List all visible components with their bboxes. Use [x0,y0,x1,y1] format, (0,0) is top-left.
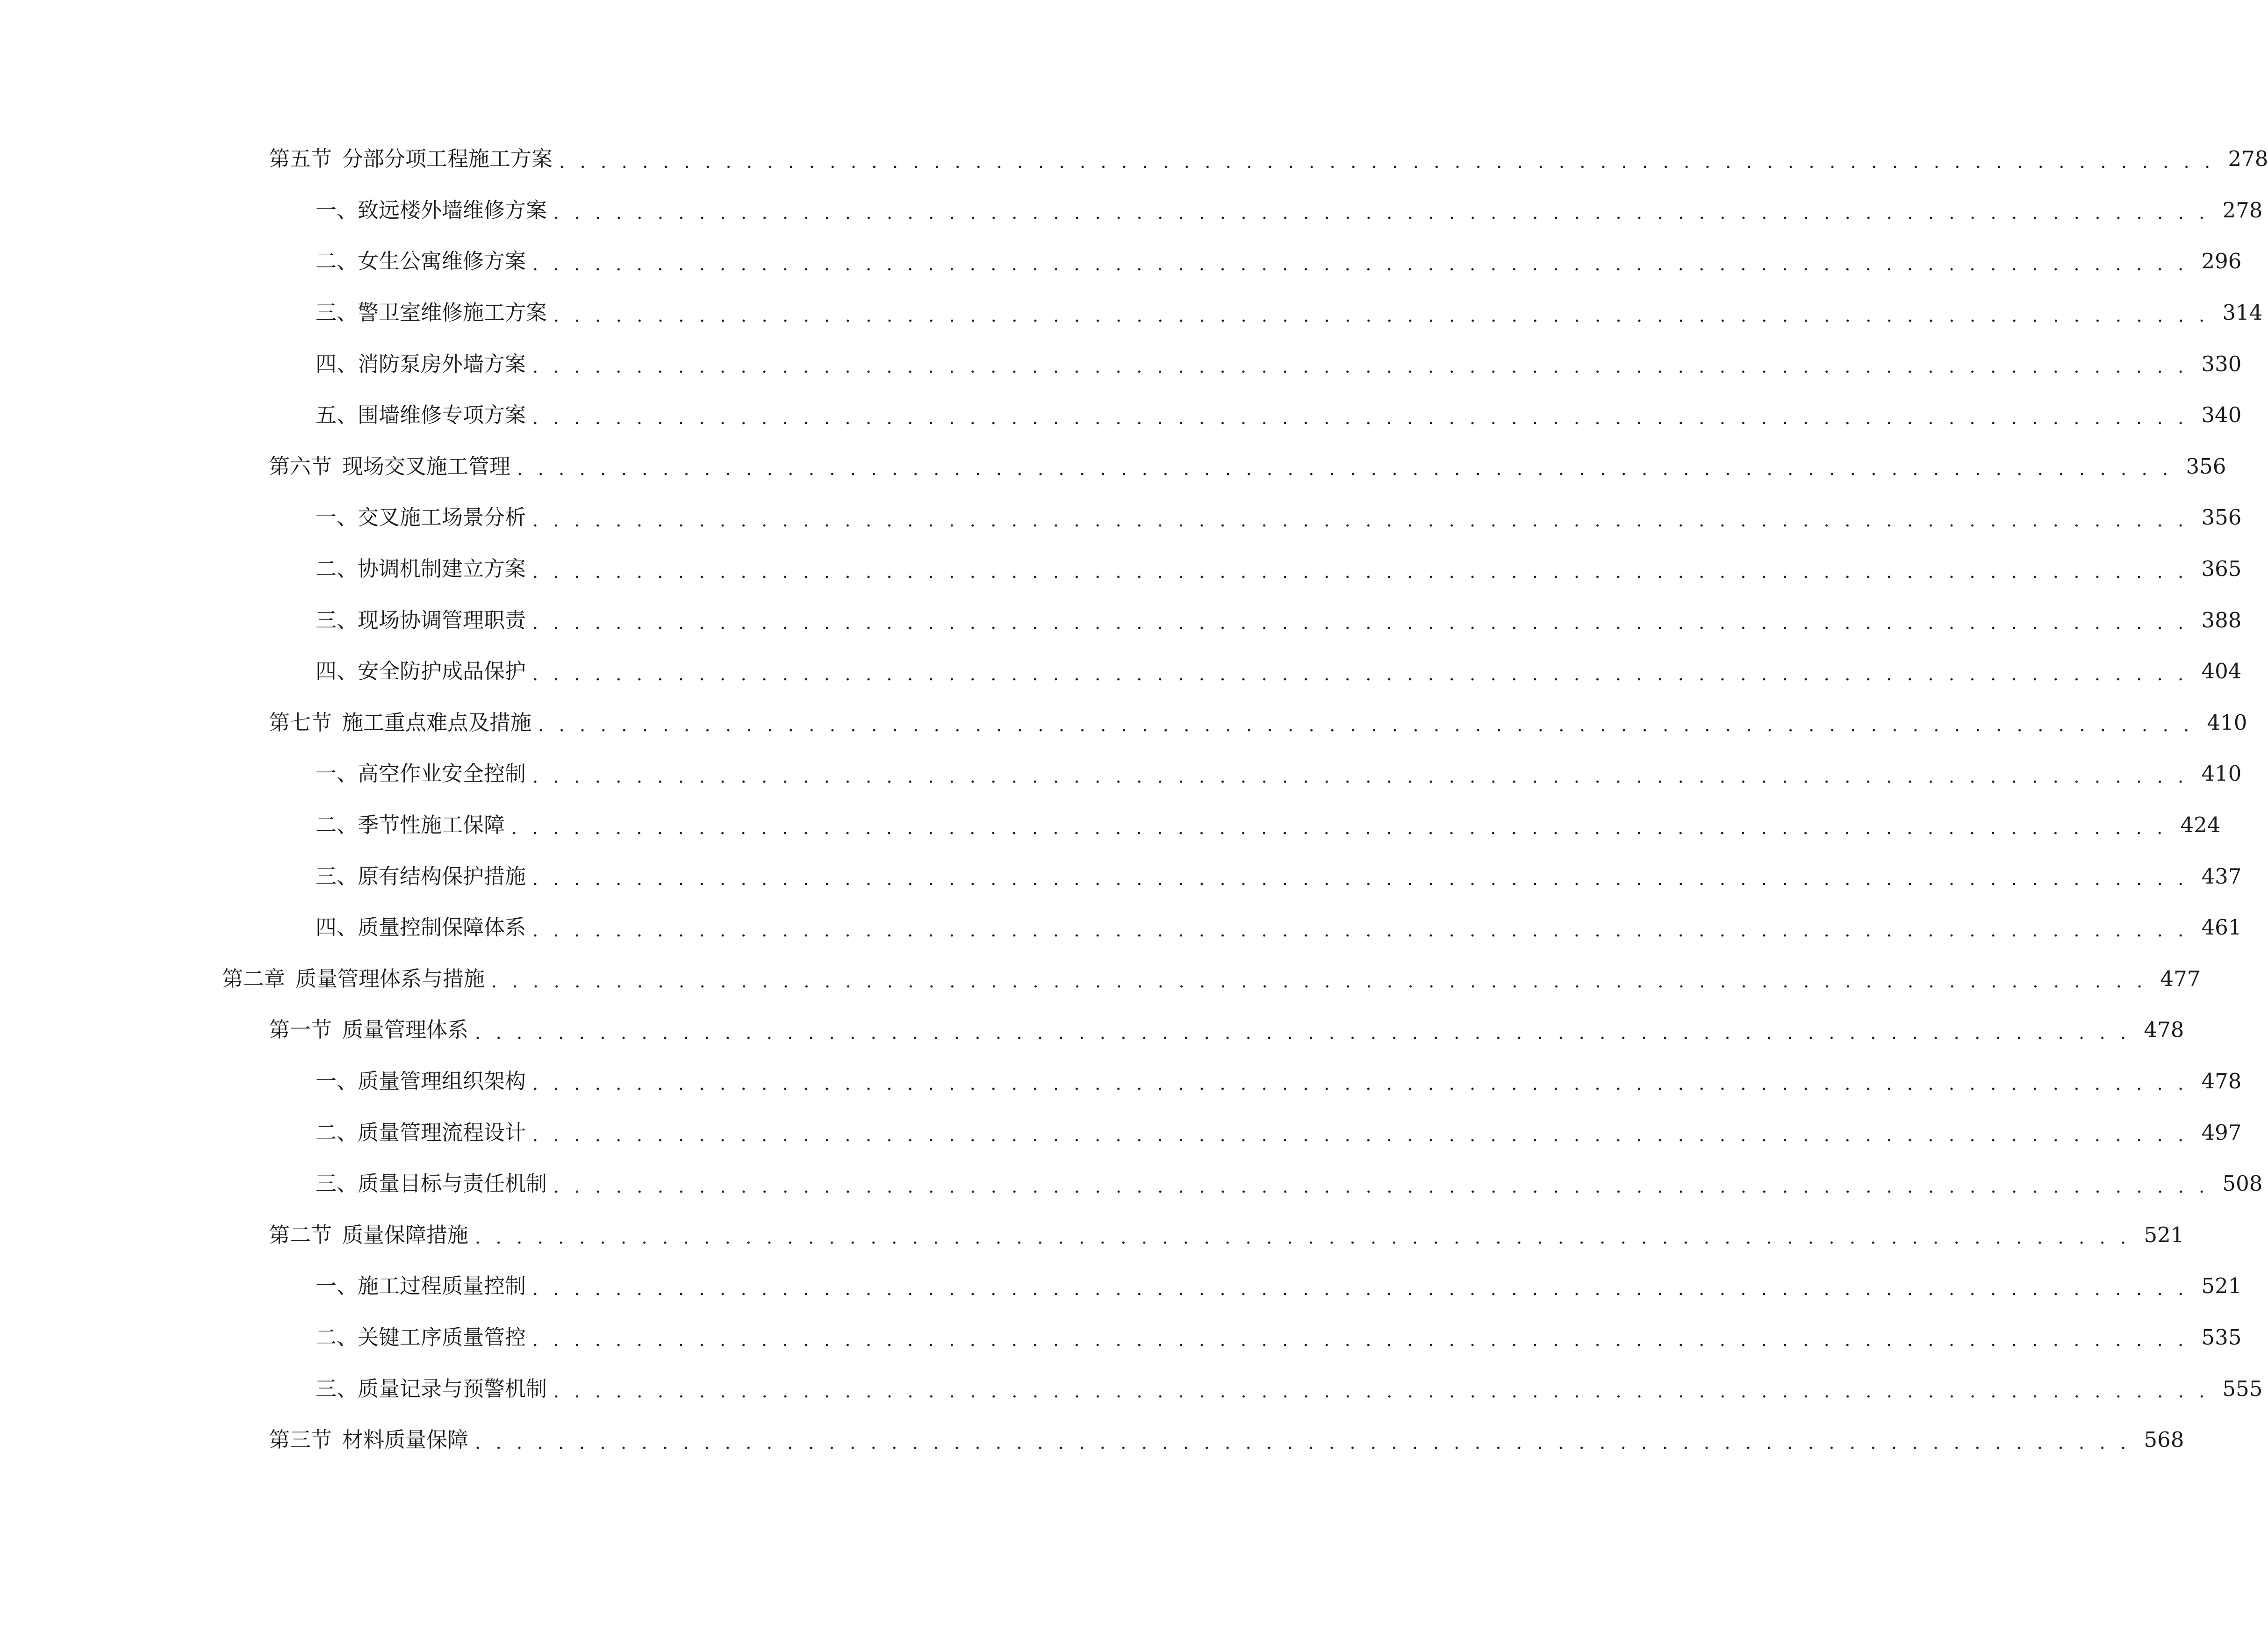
toc-entry[interactable] [0,850,2242,902]
toc-entry-number: 五、 [316,403,358,428]
toc-dot-leader: . . . . . . . . . . . . . . . . . . . . . . . . . . . . . . . . . . . . . . . . . . . . . . . . . . . . . . . . . . . . . . . . . . . . . . . . . . . . . . . . [559,151,2215,172]
toc-entry-number: 三、 [316,607,358,633]
toc-entry-number: 一、 [316,1068,358,1093]
toc-entry[interactable] [0,492,2242,543]
toc-entry-title: 季节性施工保障 [358,813,505,838]
toc-entry-page-number: 356 [2201,505,2242,530]
toc-entry-title: 施工过程质量控制 [358,1273,526,1299]
toc-entry[interactable] [0,338,2242,389]
toc-entry-page-number: 478 [2144,1017,2184,1043]
toc-entry-page-number: 365 [2201,556,2242,582]
toc-entry[interactable] [0,646,2242,697]
toc-entry-number: 一、 [316,1273,358,1299]
toc-entry[interactable] [0,389,2242,441]
toc-entry-page-number: 521 [2201,1273,2242,1299]
toc-dot-leader: . . . . . . . . . . . . . . . . . . . . . . . . . . . . . . . . . . . . . . . . . . . . . . . . . . . . . . . . . . . . . . . . . . . . . . . . . . . . . . . . [532,561,2189,582]
toc-entry-number: 第三节 [269,1427,332,1453]
toc-entry-number: 四、 [316,915,358,940]
toc-entry-title: 致远楼外墙维修方案 [358,197,547,223]
toc-entry-page-number: 521 [2144,1222,2184,1247]
toc-entry-title: 交叉施工场景分析 [358,505,526,530]
toc-dot-leader: . . . . . . . . . . . . . . . . . . . . . . . . . . . . . . . . . . . . . . . . . . . . . . . . . . . . . . . . . . . . . . . . . . . . . . . . . . . . . . . . [532,1125,2189,1146]
toc-dot-leader: . . . . . . . . . . . . . . . . . . . . . . . . . . . . . . . . . . . . . . . . . . . . . . . . . . . . . . . . . . . . . . . . . . . . . . . . . . . . . . . . [553,305,2210,326]
toc-entry-page-number: 330 [2201,351,2242,376]
toc-dot-leader: . . . . . . . . . . . . . . . . . . . . . . . . . . . . . . . . . . . . . . . . . . . . . . . . . . . . . . . . . . . . . . . . . . . . . . . . . . . . . . . . [475,1022,2131,1043]
toc-entry[interactable] [0,799,2221,851]
toc-dot-leader: . . . . . . . . . . . . . . . . . . . . . . . . . . . . . . . . . . . . . . . . . . . . . . . . . . . . . . . . . . . . . . . . . . . . . . . . . . . . . . . . [517,459,2173,480]
toc-entry-number: 四、 [316,351,358,376]
toc-dot-leader: . . . . . . . . . . . . . . . . . . . . . . . . . . . . . . . . . . . . . . . . . . . . . . . . . . . . . . . . . . . . . . . . . . . . . . . . . . . . . . . . [532,1330,2189,1351]
toc-entry-page-number: 314 [2222,300,2263,325]
toc-entry-number: 第六节 [269,453,332,479]
toc-entry-page-number: 478 [2201,1068,2242,1093]
toc-entry-page-number: 424 [2180,813,2221,838]
toc-dot-leader: . . . . . . . . . . . . . . . . . . . . . . . . . . . . . . . . . . . . . . . . . . . . . . . . . . . . . . . . . . . . . . . . . . . . . . . . . . . . . . . . [553,1381,2210,1402]
toc-entry[interactable] [0,133,2268,185]
toc-entry-page-number: 388 [2201,607,2242,633]
toc-entry-number: 三、 [316,863,358,889]
toc-entry-page-number: 296 [2201,249,2242,274]
toc-entry[interactable] [0,287,2263,338]
toc-dot-leader: . . . . . . . . . . . . . . . . . . . . . . . . . . . . . . . . . . . . . . . . . . . . . . . . . . . . . . . . . . . . . . . . . . . . . . . . . . . . . . . . [532,920,2189,941]
toc-entry-title: 质量控制保障体系 [358,915,526,940]
toc-entry-number: 四、 [316,659,358,684]
toc-dot-leader: . . . . . . . . . . . . . . . . . . . . . . . . . . . . . . . . . . . . . . . . . . . . . . . . . . . . . . . . . . . . . . . . . . . . . . . . . . . . . . . . [553,1176,2210,1197]
toc-dot-leader: . . . . . . . . . . . . . . . . . . . . . . . . . . . . . . . . . . . . . . . . . . . . . . . . . . . . . . . . . . . . . . . . . . . . . . . . . . . . . . . . [511,817,2168,838]
toc-entry[interactable] [0,441,2226,492]
toc-entry[interactable] [0,1260,2242,1312]
toc-entry[interactable] [0,1158,2263,1209]
toc-dot-leader: . . . . . . . . . . . . . . . . . . . . . . . . . . . . . . . . . . . . . . . . . . . . . . . . . . . . . . . . . . . . . . . . . . . . . . . . . . . . . . . . [491,971,2147,992]
toc-entry-page-number: 477 [2160,966,2201,991]
toc-entry-page-number: 461 [2201,915,2242,940]
toc-entry[interactable] [0,1363,2263,1414]
toc-entry[interactable] [0,902,2242,953]
toc-entry[interactable] [0,1056,2242,1107]
toc-entry[interactable] [0,697,2247,748]
toc-entry-page-number: 410 [2207,710,2247,735]
toc-entry-number: 二、 [316,249,358,274]
toc-entry[interactable] [0,543,2242,595]
toc-entry-title: 原有结构保护措施 [358,863,526,889]
toc-entry-title: 分部分项工程施工方案 [342,146,553,172]
table-of-contents [0,133,2268,1465]
toc-dot-leader: . . . . . . . . . . . . . . . . . . . . . . . . . . . . . . . . . . . . . . . . . . . . . . . . . . . . . . . . . . . . . . . . . . . . . . . . . . . . . . . . [532,407,2189,428]
toc-entry-page-number: 568 [2144,1427,2184,1453]
toc-dot-leader: . . . . . . . . . . . . . . . . . . . . . . . . . . . . . . . . . . . . . . . . . . . . . . . . . . . . . . . . . . . . . . . . . . . . . . . . . . . . . . . . [538,715,2194,736]
toc-entry-title: 消防泵房外墙方案 [358,351,526,376]
toc-entry[interactable] [0,1312,2242,1363]
toc-entry-page-number: 356 [2186,453,2226,479]
toc-entry[interactable] [0,953,2201,1005]
toc-entry-title: 质量管理流程设计 [358,1120,526,1145]
toc-entry-page-number: 437 [2201,863,2242,889]
toc-entry-page-number: 508 [2222,1171,2263,1196]
toc-entry-number: 第一节 [269,1017,332,1043]
toc-entry[interactable] [0,236,2242,287]
toc-entry-number: 三、 [316,300,358,325]
toc-entry[interactable] [0,1209,2184,1260]
toc-dot-leader: . . . . . . . . . . . . . . . . . . . . . . . . . . . . . . . . . . . . . . . . . . . . . . . . . . . . . . . . . . . . . . . . . . . . . . . . . . . . . . . . [532,356,2189,377]
toc-dot-leader: . . . . . . . . . . . . . . . . . . . . . . . . . . . . . . . . . . . . . . . . . . . . . . . . . . . . . . . . . . . . . . . . . . . . . . . . . . . . . . . . [532,869,2189,890]
toc-entry-title: 关键工序质量管控 [358,1324,526,1350]
toc-entry-title: 质量管理体系 [342,1017,469,1043]
toc-entry-page-number: 278 [2228,146,2268,172]
toc-entry-title: 施工重点难点及措施 [342,710,532,735]
toc-dot-leader: . . . . . . . . . . . . . . . . . . . . . . . . . . . . . . . . . . . . . . . . . . . . . . . . . . . . . . . . . . . . . . . . . . . . . . . . . . . . . . . . [532,1278,2189,1299]
toc-entry-page-number: 278 [2222,197,2263,223]
toc-entry[interactable] [0,1414,2184,1466]
toc-entry-title: 材料质量保障 [342,1427,469,1453]
toc-entry-number: 第五节 [269,146,332,172]
toc-entry-title: 现场协调管理职责 [358,607,526,633]
toc-entry-title: 女生公寓维修方案 [358,249,526,274]
toc-entry-title: 现场交叉施工管理 [342,453,511,479]
toc-entry-page-number: 497 [2201,1120,2242,1145]
toc-entry-number: 第二章 [222,966,286,991]
toc-entry-title: 高空作业安全控制 [358,761,526,786]
toc-entry-number: 二、 [316,1120,358,1145]
toc-dot-leader: . . . . . . . . . . . . . . . . . . . . . . . . . . . . . . . . . . . . . . . . . . . . . . . . . . . . . . . . . . . . . . . . . . . . . . . . . . . . . . . . [532,510,2189,531]
toc-dot-leader: . . . . . . . . . . . . . . . . . . . . . . . . . . . . . . . . . . . . . . . . . . . . . . . . . . . . . . . . . . . . . . . . . . . . . . . . . . . . . . . . [532,766,2189,787]
toc-entry-number: 二、 [316,1324,358,1350]
toc-dot-leader: . . . . . . . . . . . . . . . . . . . . . . . . . . . . . . . . . . . . . . . . . . . . . . . . . . . . . . . . . . . . . . . . . . . . . . . . . . . . . . . . [532,663,2189,684]
toc-dot-leader: . . . . . . . . . . . . . . . . . . . . . . . . . . . . . . . . . . . . . . . . . . . . . . . . . . . . . . . . . . . . . . . . . . . . . . . . . . . . . . . . [475,1432,2131,1453]
toc-entry[interactable] [0,185,2263,236]
toc-dot-leader: . . . . . . . . . . . . . . . . . . . . . . . . . . . . . . . . . . . . . . . . . . . . . . . . . . . . . . . . . . . . . . . . . . . . . . . . . . . . . . . . [532,1073,2189,1094]
toc-entry-title: 质量管理体系与措施 [295,966,485,991]
toc-entry-page-number: 555 [2222,1376,2263,1401]
toc-entry-number: 三、 [316,1376,358,1401]
toc-entry-title: 安全防护成品保护 [358,659,526,684]
toc-entry-number: 二、 [316,556,358,582]
toc-entry-title: 协调机制建立方案 [358,556,526,582]
toc-entry-number: 第七节 [269,710,332,735]
toc-entry-title: 围墙维修专项方案 [358,403,526,428]
toc-entry-number: 二、 [316,813,358,838]
toc-entry-page-number: 410 [2201,761,2242,786]
toc-entry-number: 三、 [316,1171,358,1196]
toc-entry-number: 第二节 [269,1222,332,1247]
toc-entry-page-number: 535 [2201,1324,2242,1350]
toc-entry-title: 质量目标与责任机制 [358,1171,547,1196]
toc-entry-number: 一、 [316,761,358,786]
toc-entry-number: 一、 [316,197,358,223]
toc-dot-leader: . . . . . . . . . . . . . . . . . . . . . . . . . . . . . . . . . . . . . . . . . . . . . . . . . . . . . . . . . . . . . . . . . . . . . . . . . . . . . . . . [532,612,2189,633]
toc-entry-page-number: 340 [2201,403,2242,428]
toc-entry-title: 质量保障措施 [342,1222,469,1247]
toc-entry-title: 警卫室维修施工方案 [358,300,547,325]
toc-entry[interactable] [0,594,2242,646]
toc-entry-page-number: 404 [2201,659,2242,684]
toc-dot-leader: . . . . . . . . . . . . . . . . . . . . . . . . . . . . . . . . . . . . . . . . . . . . . . . . . . . . . . . . . . . . . . . . . . . . . . . . . . . . . . . . [475,1227,2131,1248]
toc-entry-title: 质量管理组织架构 [358,1068,526,1093]
toc-entry[interactable] [0,1107,2242,1158]
toc-dot-leader: . . . . . . . . . . . . . . . . . . . . . . . . . . . . . . . . . . . . . . . . . . . . . . . . . . . . . . . . . . . . . . . . . . . . . . . . . . . . . . . . [532,253,2189,274]
toc-entry[interactable] [0,1004,2184,1056]
toc-dot-leader: . . . . . . . . . . . . . . . . . . . . . . . . . . . . . . . . . . . . . . . . . . . . . . . . . . . . . . . . . . . . . . . . . . . . . . . . . . . . . . . . [553,202,2210,223]
toc-entry-title: 质量记录与预警机制 [358,1376,547,1401]
toc-entry-number: 一、 [316,505,358,530]
toc-entry[interactable] [0,748,2242,799]
